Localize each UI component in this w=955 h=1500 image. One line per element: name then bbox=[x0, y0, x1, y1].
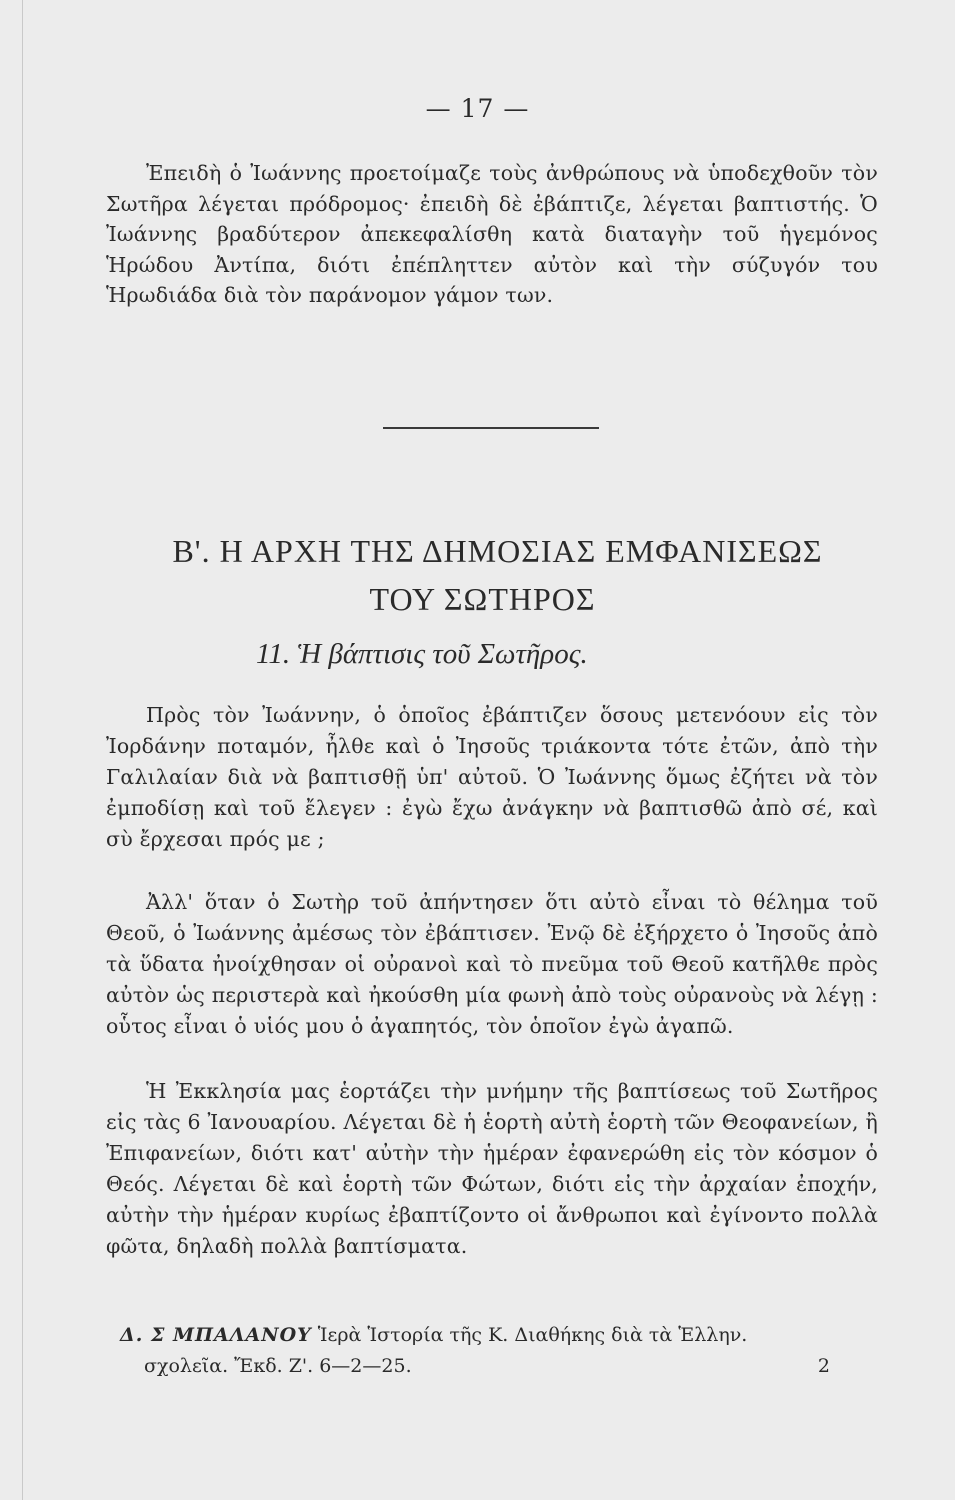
chapter-heading-line-1: Β'. Η ΑΡΧΗ ΤΗΣ ΔΗΜΟΣΙΑΣ ΕΜΦΑΝΙΣΕΩΣ bbox=[172, 533, 823, 569]
body-paragraph-1: Πρὸς τὸν Ἰωάννην, ὁ ὁποῖος ἐβάπτιζεν ὅσους μετενόουν εἰς τὸν Ἰορδάνην ποταμόν, ἦλθε καὶ ὁ Ἰησοῦς τριάκοντα τότε ἐτῶν, ἀπὸ τὴν Γαλιλαίαν διὰ νὰ βαπτισθῇ ὑπ' αὐτοῦ. Ὁ Ἰωάννης ὅμως ἐζήτει νὰ τὸν ἐμποδίσῃ καὶ τοῦ ἔλεγεν : ἐγὼ ἔχω ἀνάγκην νὰ βαπτισθῶ ἀπὸ σέ, καὶ σὺ ἔρχεσαι πρός με ; bbox=[106, 703, 878, 851]
footer-line-2 bbox=[120, 1351, 880, 1382]
body-paragraph-2: Ἀλλ' ὅταν ὁ Σωτὴρ τοῦ ἀπήντησεν ὅτι αὐτὸ εἶναι τὸ θέλημα τοῦ Θεοῦ, ὁ Ἰωάννης ἀμέσως τὸν ἐβάπτισεν. Ἐνῷ δὲ ἐξήρχετο ὁ Ἰησοῦς ἀπὸ τὰ ὕδατα ἠνοίχθησαν οἱ οὐρανοὶ καὶ τὸ πνεῦμα τοῦ Θεοῦ κατῆλθε πρὸς αὐτὸν ὡς περιστερὰ καὶ ἠκούσθη μία φωνὴ ἀπὸ τοὺς οὐρανοὺς νὰ λέγῃ : οὗτος εἶναι ὁ υἱός μου ὁ ἀγαπητός, τὸν ὁποῖον ἐγὼ ἀγαπῶ. bbox=[106, 890, 878, 1038]
intro-paragraph: Ἐπειδὴ ὁ Ἰωάννης προετοίμαζε τοὺς ἀνθρώπους νὰ ὑποδεχθοῦν τὸν Σωτῆρα λέγεται πρόδρομος· ἐπειδὴ δὲ ἐβάπτιζε, λέγεται βαπτιστής. Ὁ Ἰωάννης βραδύτερον ἀπεκεφαλίσθη κατὰ διαταγὴν τοῦ ἡγεμόνος Ἡρώδου Ἀντίπα, διότι ἐπέπληττεν αὐτὸν καὶ τὴν σύζυγόν του Ἡρωδιάδα διὰ τὸν παράνομον γάμον των. bbox=[106, 161, 878, 307]
signature-mark: 2 bbox=[817, 1355, 830, 1377]
page-number: — 17 — bbox=[425, 94, 530, 123]
page-edge-line bbox=[22, 0, 23, 1500]
footer-author: Δ. Σ ΜΠΑΛΑΝΟΥ bbox=[120, 1324, 312, 1346]
footer-title: Ἱερὰ Ἱστορία τῆς Κ. Διαθήκης διὰ τὰ Ἑλλην. bbox=[317, 1324, 748, 1346]
chapter-heading bbox=[0, 527, 955, 623]
section-divider bbox=[383, 427, 599, 429]
body-paragraph-3: Ἡ Ἐκκλησία μας ἑορτάζει τὴν μνήμην τῆς βαπτίσεως τοῦ Σωτῆρος εἰς τὰς 6 Ἰανουαρίου. Λέγεται δὲ ἡ ἑορτὴ αὐτὴ ἑορτὴ τῶν Θεοφανείων, ἢ Ἐπιφανείων, διότι κατ' αὐτὴν τὴν ἡμέραν ἐφανερώθη εἰς τὸν κόσμον ὁ Θεός. Λέγεται δὲ καὶ ἑορτὴ τῶν Φώτων, διότι εἰς τὴν ἀρχαίαν ἐποχήν, αὐτὴν τὴν ἡμέραν κυρίως ἐβαπτίζοντο οἱ ἄνθρωποι καὶ ἐγίνοντο πολλὰ φῶτα, δηλαδὴ πολλὰ βαπτίσματα. bbox=[106, 1079, 878, 1258]
footer-note bbox=[120, 1320, 880, 1382]
chapter-heading-line-2: ΤΟΥ ΣΩΤΗΡΟΣ bbox=[369, 581, 596, 617]
section-title: 11. Ἡ βάπτισις τοῦ Σωτῆρος. bbox=[256, 638, 588, 670]
footer-edition: σχολεῖα. Ἔκδ. Ζ'. 6—2—25. bbox=[144, 1355, 412, 1377]
